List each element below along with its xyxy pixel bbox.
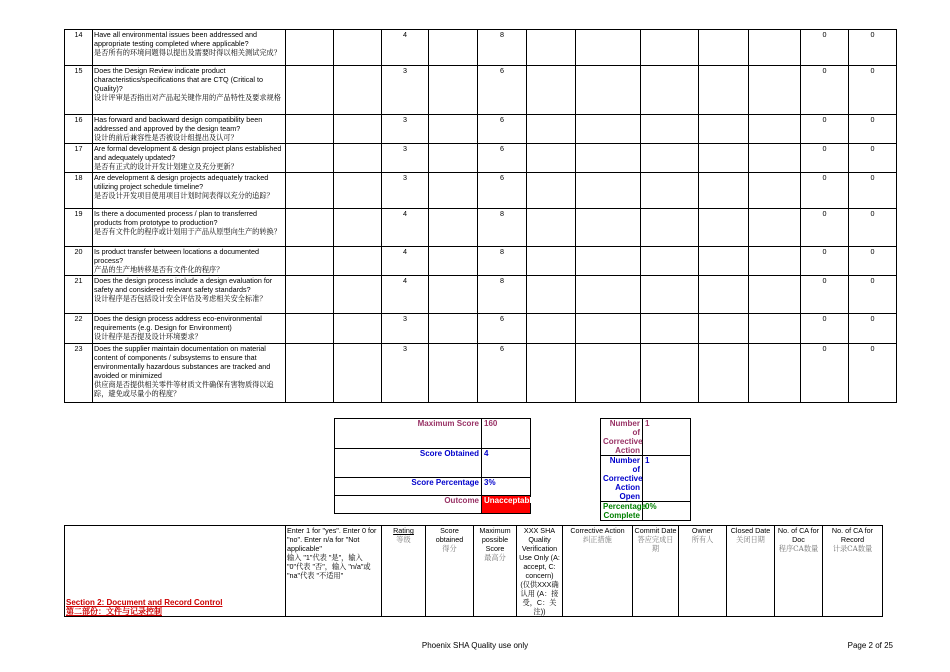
score-obtained-cell [334,173,382,209]
ca-record-header: No. of CA for Record 计录CA数量 [823,526,883,617]
blank-cell [429,144,478,173]
max-score-a: 3 [382,66,429,115]
ca-doc-count: 0 [801,66,849,115]
table-row [65,314,897,344]
section2-title-cn: 第二部份：文件与记录控制 [66,607,162,616]
closed-date-cell [749,247,801,276]
question-text: Is product transfer between locations a documented process? 产品的生产地转移是否有文件化的程序？ [93,247,286,276]
ca-doc-header: No. of CA for Doc 程序CA数量 [775,526,823,617]
score-obtained-cell [334,66,382,115]
max-possible-header: Maximum possible Score 最高分 [474,526,517,617]
ca-record-count: 0 [849,276,897,314]
closed-date-cell [749,115,801,144]
percentage-complete-label: Percentage Complete [601,502,643,521]
section2-instructions: Enter 1 for "yes". Enter 0 for "no". Enter n/a for "Not applicable" 输入 "1"代表 "是"，输入 "0"代表 "否"，输入 "n/a"或 "na"代表 "不适用" [286,526,382,617]
max-score-a: 3 [382,115,429,144]
owner-cell [699,173,749,209]
rating-cell [286,314,334,344]
ca-record-count: 0 [849,30,897,66]
checklist-table [64,29,897,403]
closed-date-header: Closed Date 关闭日期 [727,526,775,617]
row-number: 17 [65,144,93,173]
score-obtained-cell [334,247,382,276]
score-percentage-value: 3% [482,478,531,496]
table-row [65,30,897,66]
owner-cell [699,314,749,344]
ca-record-count: 0 [849,115,897,144]
commit-date-cell [641,30,699,66]
rating-cell [286,66,334,115]
ca-doc-count: 0 [801,247,849,276]
table-row [65,173,897,209]
rating-cell [286,115,334,144]
owner-cell [699,276,749,314]
question-text: Has forward and backward design compatibility been addressed and approved by the design team? 设计的前后兼容性是否被设计组提出及认可？ [93,115,286,144]
table-row [65,66,897,115]
percentage-complete-value: 0% [643,502,691,521]
max-score-a: 3 [382,173,429,209]
blank-cell [429,173,478,209]
section2-title-cell [65,526,286,617]
ca-record-count: 0 [849,144,897,173]
question-text: Are formal development & design project plans established and adequately updated? 是否有正式的设计开发计划建立及充分更新？ [93,144,286,173]
max-score-a: 3 [382,344,429,403]
closed-date-cell [749,276,801,314]
owner-cell [699,30,749,66]
owner-header: Owner 所有人 [679,526,727,617]
max-score-b: 8 [478,30,527,66]
blank-cell [429,276,478,314]
rating-cell [286,276,334,314]
commit-date-header: Commit Date 答应完成日期 [633,526,679,617]
sha-verification-cell [527,209,576,247]
max-score-a: 4 [382,209,429,247]
table-row [65,115,897,144]
score-obtained-cell [334,30,382,66]
max-score-b: 6 [478,66,527,115]
blank-cell [429,115,478,144]
max-score-value: 160 [482,419,531,449]
row-number: 18 [65,173,93,209]
closed-date-cell [749,66,801,115]
blank-cell [429,344,478,403]
rating-header: Rating 等级 [382,526,426,617]
blank-cell [429,247,478,276]
max-score-b: 6 [478,144,527,173]
sha-verification-cell [527,115,576,144]
closed-date-cell [749,344,801,403]
closed-date-cell [749,173,801,209]
corrective-action-header: Corrective Action 纠正措施 [563,526,633,617]
ca-doc-count: 0 [801,173,849,209]
sha-verification-cell [527,314,576,344]
commit-date-cell [641,66,699,115]
corrective-action-cell [576,173,641,209]
max-score-label: Maximum Score [335,419,482,449]
table-row [65,247,897,276]
rating-cell [286,173,334,209]
corrective-action-summary [600,418,691,521]
footer-caption: Phoenix SHA Quality use only [421,641,529,650]
ca-record-count: 0 [849,173,897,209]
corrective-action-cell [576,314,641,344]
corrective-action-cell [576,66,641,115]
ca-doc-count: 0 [801,314,849,344]
question-text: Does the Design Review indicate product characteristics/specifications that are CTQ (Critical to Quality)? 设计评审是否指出对产品起关键作用的产品特性及要求规格 [93,66,286,115]
sha-verification-cell [527,66,576,115]
ca-doc-count: 0 [801,344,849,403]
question-text: Have all environmental issues been addressed and appropriate testing completed where applicable? 是否所有的环境问题得以提出及需要时得以相关测试完成？ [93,30,286,66]
row-number: 19 [65,209,93,247]
corrective-action-count-value: 1 [643,419,691,456]
max-score-a: 4 [382,276,429,314]
commit-date-cell [641,173,699,209]
question-text: Does the design process include a design evaluation for safety and considered relevant safety standards? 设计程序是否包括设计安全评估及考虑相关安全标准？ [93,276,286,314]
closed-date-cell [749,144,801,173]
score-obtained-cell [334,314,382,344]
score-obtained-cell [334,209,382,247]
page-number: Page 2 of 25 [847,641,893,650]
outcome-value: Unacceptable [482,496,531,514]
commit-date-cell [641,314,699,344]
sha-verification-cell [527,30,576,66]
row-number: 20 [65,247,93,276]
closed-date-cell [749,314,801,344]
owner-cell [699,209,749,247]
ca-doc-count: 0 [801,115,849,144]
corrective-action-cell [576,144,641,173]
commit-date-cell [641,144,699,173]
row-number: 22 [65,314,93,344]
score-obtained-cell [334,144,382,173]
score-summary [334,418,537,514]
table-row [65,209,897,247]
ca-doc-count: 0 [801,276,849,314]
owner-cell [699,66,749,115]
rating-cell [286,247,334,276]
corrective-action-cell [576,344,641,403]
closed-date-cell [749,30,801,66]
max-score-b: 6 [478,314,527,344]
ca-doc-count: 0 [801,209,849,247]
score-obtained-label: Score Obtained [335,449,482,478]
blank-cell [429,209,478,247]
max-score-a: 3 [382,144,429,173]
rating-cell [286,30,334,66]
sha-verification-cell [527,344,576,403]
table-row [65,276,897,314]
sha-verification-header: XXX SHA Quality Verification Use Only (A: accept, C: concern) (仅供XXX确认用 (A：接受，C：关注)) [517,526,563,617]
rating-cell [286,344,334,403]
ca-doc-count: 0 [801,144,849,173]
owner-cell [699,115,749,144]
score-percentage-label: Score Percentage [335,478,482,496]
rating-cell [286,209,334,247]
corrective-action-open-value: 1 [643,456,691,502]
closed-date-cell [749,209,801,247]
sha-verification-cell [527,173,576,209]
blank-cell [429,314,478,344]
ca-record-count: 0 [849,247,897,276]
blank-cell [429,66,478,115]
table-row [65,144,897,173]
row-number: 21 [65,276,93,314]
corrective-action-cell [576,247,641,276]
corrective-action-open-label: Number of Corrective Action Open [601,456,643,502]
max-score-a: 4 [382,247,429,276]
section2-header [64,525,883,617]
max-score-b: 6 [478,173,527,209]
max-score-a: 3 [382,314,429,344]
table-row [65,344,897,403]
max-score-b: 6 [478,344,527,403]
owner-cell [699,247,749,276]
commit-date-cell [641,344,699,403]
row-number: 14 [65,30,93,66]
corrective-action-cell [576,115,641,144]
commit-date-cell [641,276,699,314]
owner-cell [699,344,749,403]
ca-record-count: 0 [849,66,897,115]
ca-record-count: 0 [849,344,897,403]
corrective-action-count-label: Number of Corrective Action [601,419,643,456]
ca-doc-count: 0 [801,30,849,66]
section2-title: Section 2: Document and Record Control [66,598,223,607]
score-obtained-header: Score obtained 得分 [426,526,474,617]
commit-date-cell [641,247,699,276]
score-obtained-cell [334,344,382,403]
blank-cell [429,30,478,66]
outcome-label: Outcome [335,496,482,514]
row-number: 23 [65,344,93,403]
corrective-action-cell [576,30,641,66]
sha-verification-cell [527,247,576,276]
ca-record-count: 0 [849,314,897,344]
max-score-b: 8 [478,247,527,276]
score-obtained-value: 4 [482,449,531,478]
commit-date-cell [641,209,699,247]
question-text: Does the design process address eco-environmental requirements (e.g. Design for Environment) 设计程序是否提及设计环境要求？ [93,314,286,344]
corrective-action-cell [576,209,641,247]
corrective-action-cell [576,276,641,314]
question-text: Are development & design projects adequately tracked utilizing project schedule timeline? 是否设计开发项目使用项目计划时间表得以充分的追踪？ [93,173,286,209]
sha-verification-cell [527,276,576,314]
score-obtained-cell [334,115,382,144]
row-number: 15 [65,66,93,115]
score-obtained-cell [334,276,382,314]
question-text: Is there a documented process / plan to transferred products from prototype to production? 是否有文件化的程序或计划用于产品从原型向生产的转换？ [93,209,286,247]
commit-date-cell [641,115,699,144]
sha-verification-cell [527,144,576,173]
max-score-b: 8 [478,276,527,314]
rating-cell [286,144,334,173]
owner-cell [699,144,749,173]
row-number: 16 [65,115,93,144]
ca-record-count: 0 [849,209,897,247]
max-score-b: 6 [478,115,527,144]
max-score-a: 4 [382,30,429,66]
max-score-b: 8 [478,209,527,247]
question-text: Does the supplier maintain documentation on material content of components / subsystems to ensure that environmentally hazardous substances are tracked and avoided or minimized 供应商是否提供相关零件等材质文件确保有害物质得以追踪，避免或尽量小的程度？ [93,344,286,403]
